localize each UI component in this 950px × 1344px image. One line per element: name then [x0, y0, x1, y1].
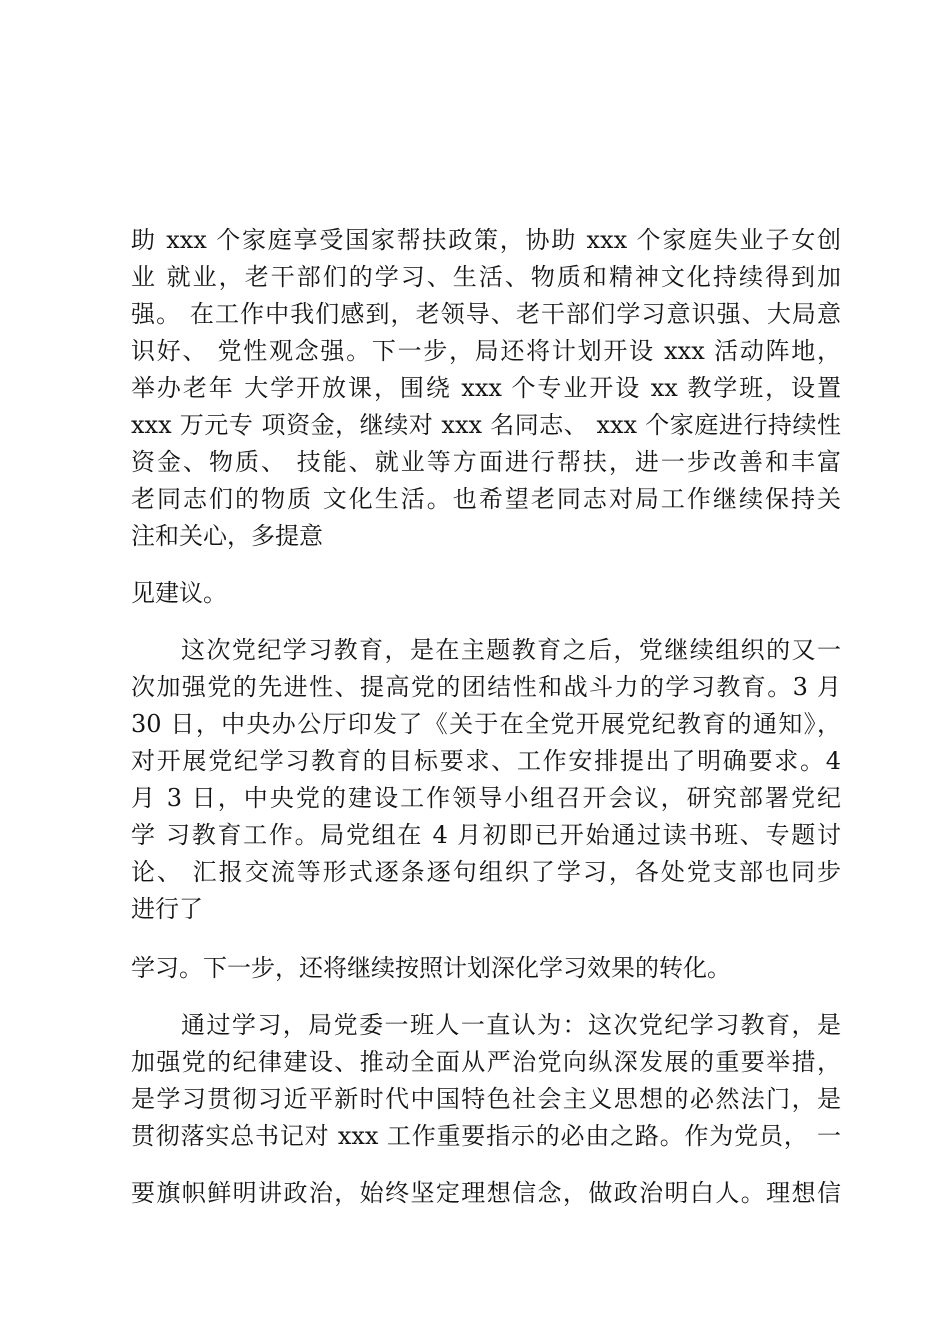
body-line: 加强党的纪律建设、推动全面从严治党向纵深发展的重要举措，	[131, 1048, 841, 1076]
body-line: 注和关心，多提意	[131, 522, 323, 550]
body-line: 助 xxx 个家庭享受国家帮扶政策，协助 xxx 个家庭失业子女创	[131, 226, 841, 254]
body-line: 月 3 日，中央党的建设工作领导小组召开会议，研究部署党纪	[131, 784, 841, 812]
body-line: 学习。下一步，还将继续按照计划深化学习效果的转化。	[131, 954, 731, 982]
body-line: 老同志们的物质 文化生活。也希望老同志对局工作继续保持关	[131, 485, 841, 513]
body-line: 贯彻落实总书记对 xxx 工作重要指示的必由之路。作为党员， 一	[131, 1122, 841, 1150]
body-line: 举办老年 大学开放课，围绕 xxx 个专业开设 xx 教学班，设置	[131, 374, 841, 402]
body-line: 强。 在工作中我们感到，老领导、老干部们学习意识强、大局意	[131, 300, 841, 328]
paragraph-first-line: 这次党纪学习教育，是在主题教育之后，党继续组织的又一	[181, 636, 841, 664]
body-line: 论、 汇报交流等形式逐条逐句组织了学习，各处党支部也同步	[131, 858, 841, 886]
body-line: 次加强党的先进性、提高党的团结性和战斗力的学习教育。3 月	[131, 673, 841, 701]
body-line: 学 习教育工作。局党组在 4 月初即已开始通过读书班、专题讨	[131, 821, 841, 849]
paragraph-first-line: 通过学习，局党委一班人一直认为：这次党纪学习教育，是	[181, 1011, 841, 1039]
body-line: 业 就业，老干部们的学习、生活、物质和精神文化持续得到加	[131, 263, 841, 291]
body-line: 30 日，中央办公厅印发了《关于在全党开展党纪教育的通知》，	[131, 710, 841, 738]
body-line: 资金、物质、 技能、就业等方面进行帮扶，进一步改善和丰富	[131, 448, 841, 476]
body-line: 要旗帜鲜明讲政治，始终坚定理想信念，做政治明白人。理想信	[131, 1179, 841, 1207]
body-line: 对开展党纪学习教育的目标要求、工作安排提出了明确要求。4	[131, 747, 841, 775]
body-line: xxx 万元专 项资金，继续对 xxx 名同志、 xxx 个家庭进行持续性	[131, 411, 841, 439]
body-line: 见建议。	[131, 579, 227, 607]
body-line: 是学习贯彻习近平新时代中国特色社会主义思想的必然法门，是	[131, 1085, 841, 1113]
body-line: 识好、 党性观念强。下一步，局还将计划开设 xxx 活动阵地，	[131, 337, 841, 365]
body-line: 进行了	[131, 895, 203, 923]
